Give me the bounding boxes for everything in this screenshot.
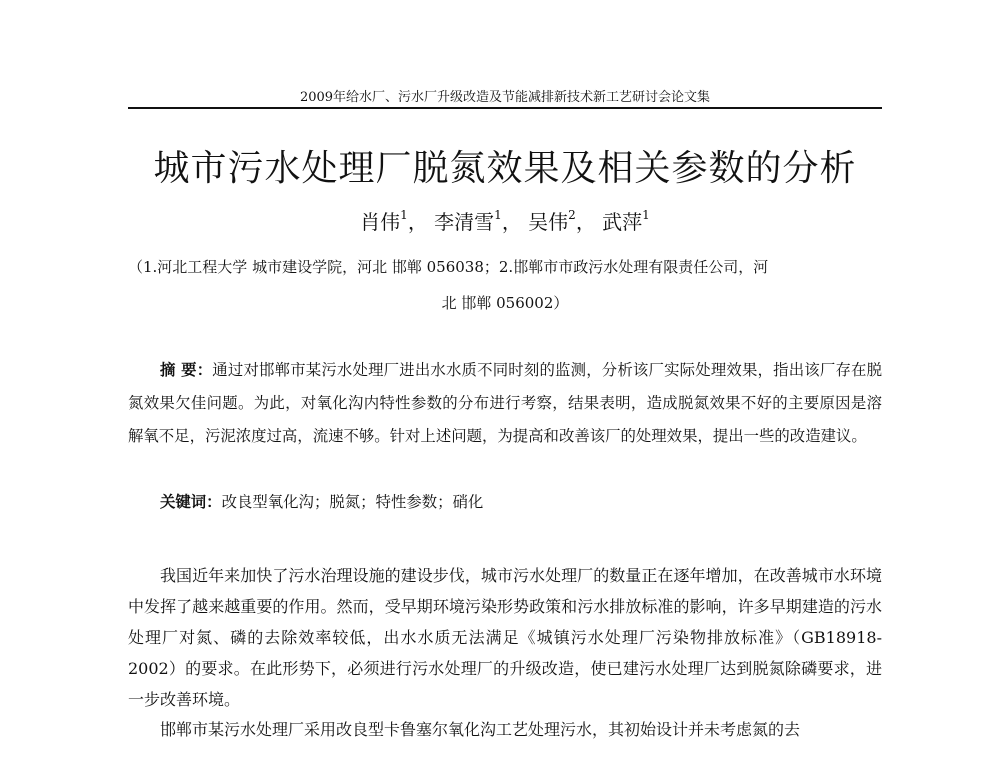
body-paragraph: 我国近年来加快了污水治理设施的建设步伐，城市污水处理厂的数量正在逐年增加，在改善城市水环境中发挥了越来越重要的作用。然而，受早期环境污染形势政策和污水排放标准的影响，许多早期建造的污水处理厂对氮、磷的去除效率较低，出水水质无法满足《城镇污水处理厂污染物排放标准》（GB18918-2002）的要求。在此形势下，必须进行污水处理厂的升级改造，使已建污水处理厂达到脱氮除磷要求，进一步改善环境。 <box>128 566 882 709</box>
body-paragraph: 邯郸市某污水处理厂采用改良型卡鲁塞尔氧化沟工艺处理污水，其初始设计并未考虑氮的去 <box>160 720 801 739</box>
keywords-label: 关键词： <box>160 493 222 511</box>
keyword: 改良型氧化沟 <box>221 493 314 511</box>
abstract-label: 摘 要： <box>160 361 213 379</box>
author-name: 吴伟 <box>528 210 569 234</box>
author-affil-mark: 1 <box>642 208 650 223</box>
keyword: 硝化 <box>452 493 484 511</box>
author-affil-mark: 1 <box>400 208 408 223</box>
keyword-separator: ； <box>313 493 330 511</box>
author-affil-mark: 2 <box>568 208 576 223</box>
author-affil-mark: 1 <box>494 208 502 223</box>
affiliation-line-2: 北 邯郸 056002） <box>441 294 569 312</box>
paper-title: 城市污水处理厂脱氮效果及相关参数的分析 <box>153 148 857 189</box>
keyword: 特性参数 <box>375 493 438 511</box>
affiliation-line-1: （1.河北工程大学 城市建设学院，河北 邯郸 056038；2.邯郸市市政污水处理有限责任公司，河 <box>128 258 769 276</box>
author-separator: ， <box>407 210 428 234</box>
keywords <box>160 490 882 512</box>
abstract <box>128 354 882 453</box>
keyword: 脱氮 <box>329 493 361 511</box>
author-list <box>200 206 810 235</box>
abstract-text: 通过对邯郸市某污水处理厂进出水水质不同时刻的监测，分析该厂实际处理效果，指出该厂存在脱氮效果欠佳问题。为此，对氧化沟内特性参数的分布进行考察，结果表明，造成脱氮效果不好的主要原因是溶解氧不足，污泥浓度过高，流速不够。针对上述问题，为提高和改善该厂的处理效果，提出一些的改造建议。 <box>128 361 882 445</box>
author-separator: ， <box>501 210 522 234</box>
author-name: 肖伟 <box>360 210 401 234</box>
keyword-separator: ； <box>437 493 453 511</box>
running-header: 2009年给水厂、污水厂升级改造及节能减排新技术新工艺研讨会论文集 <box>299 90 711 105</box>
author-separator: ， <box>575 210 596 234</box>
author-name: 武萍 <box>602 210 643 234</box>
author-name: 李清雪 <box>434 210 495 234</box>
keyword-separator: ； <box>360 493 376 511</box>
header-divider <box>128 107 882 109</box>
